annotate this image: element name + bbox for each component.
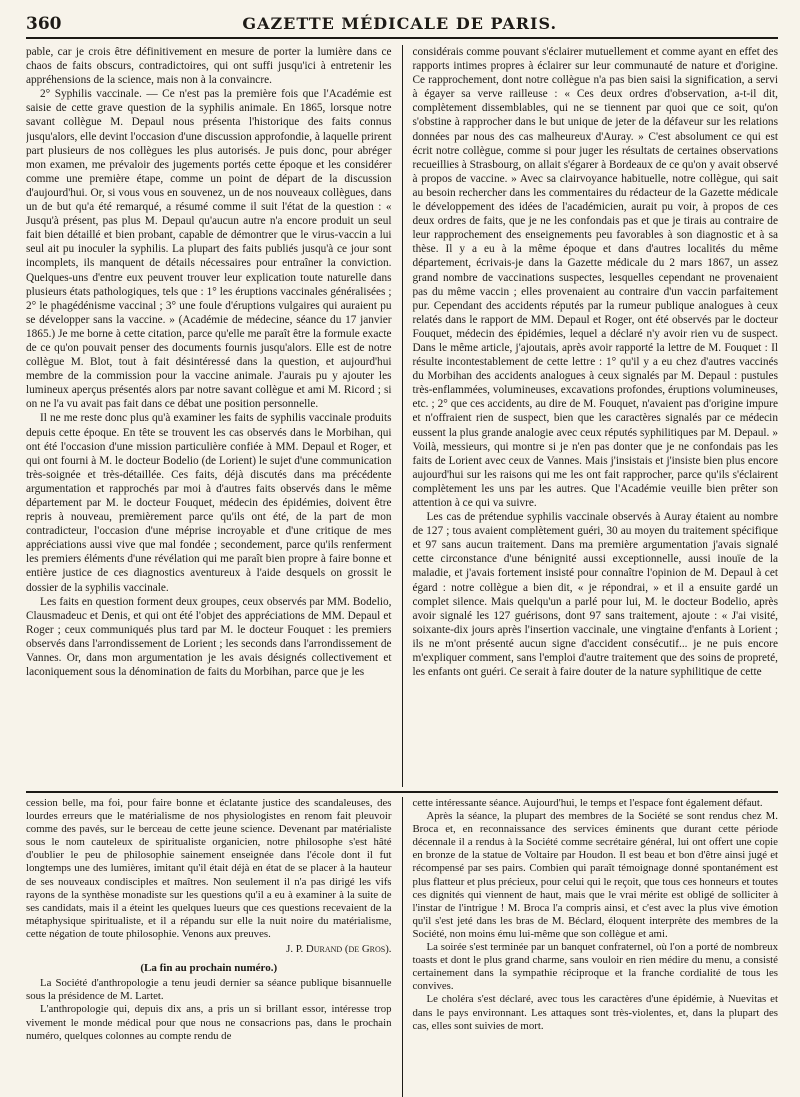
journal-title: GAZETTE MÉDICALE DE PARIS. xyxy=(242,14,558,33)
paragraph: 2° Syphilis vaccinale. — Ce n'est pas la première fois que l'Académie est saisie de cette grave question de la syphilis animale. En 1865, lorsque notre savant collègue M. Depaul nous présenta l'historique des faits connus jusqu'alors, elle devint l'occasion d'une discussion approfondie, à laquelle prirent part plusieurs de nos collègues les plus autorisés. Je puis donc, pour abréger mon examen, me prévaloir des jugements portés cette époque et les considérer comme une première étape, comme un point de départ de la discussion d'aujourd'hui. Or, si vous vous en souvenez, un de nos nouveaux collègues, dans un de but qu'a été remarqué, a résumé comme il suit l'état de la question : « Jusqu'à présent, pas plus M. Depaul qu'aucun autre n'a encore produit un seul fait bien détaillé et bien probant, capable de démontrer que le virus-vaccin a lui seul ait pu inoculer la syphilis. La plupart des faits publiés jusqu'à ce jour sont incomplets, ils manquent de détails nécessaires pour entraîner la conviction. Quelques-uns d'entre eux peuvent trouver leur explication toute naturelle dans plusieurs états pathologiques, tels que : 1° les éruptions vaccinales généralisées ; 2° le phagédénisme vaccinal ; 3° une foule d'éruptions vulgaires qui auraient pu se développer sans la vaccine. » (Académie de médecine, séance du 17 janvier 1865.) Je me borne à cette citation, parce qu'elle me paraît être la formule exacte de ce qu'on pouvait penser des documents fournis jusqu'alors. Elle est de notre collègue M. Blot, tout à fait désintéressé dans la question, et aujourd'hui membre de la commission pour la vaccine animale. J'aurais pu y ajouter les lumineux aperçus présentés alors par notre savant collègue et ami M. Ricord ; si on ne l'a vu avait pas fait dans ce débat une position personnelle. xyxy=(26,88,392,411)
paragraph: Les cas de prétendue syphilis vaccinale observés à Auray étaient au nombre de 127 ; tous avaient complètement guéri, 30 au moyen du traitement spécifique et 97 sans aucun traitement. Dans ma première argumentation j'avais signalé cette circonstance d'une bénignité aussi exceptionnelle, aussi inouïe de la maladie, et j'avais fortement insisté pour connaître l'opinion de M. Depaul à cet égard : notre collègue a bien dit, « je répondrai, » et il a ensuite gardé un complet silence. Mais quelqu'un a parlé pour lui, M. le docteur Bodelio, après avoir signalé les 127 guérisons, dont 97 sans traitement, ajoute : « J'ai visité, soixante-dix jours après l'insertion vaccinale, une vingtaine d'enfants à Lorient ; ils ne m'ont présenté aucun signe d'accident consécutif... je ne puis encore m'expliquer comment, sans l'emploi d'autre traitement que des soins de propreté, les enfants ont guéri. Ce serait à faire douter de la nature syphilitique de cette xyxy=(412,511,778,679)
top-right-column xyxy=(412,45,778,787)
paragraph: pable, car je crois être définitivement en mesure de porter la lumière dans ce chaos de faits obscurs, contradictoires, qui ont suffi jusqu'ici à entretenir les appréhensions de la science, mais non à la convaincre. xyxy=(26,46,392,87)
bottom-columns xyxy=(26,797,778,1097)
page-header xyxy=(26,14,778,39)
bottom-right-column xyxy=(412,797,778,1097)
feuilleton-divider xyxy=(26,791,778,793)
page-number: 360 xyxy=(26,14,62,34)
top-left-column xyxy=(26,45,392,787)
bottom-left-column xyxy=(26,797,392,1097)
author-signature: J. P. Durand (de Gros). xyxy=(286,943,392,956)
paragraph: Après la séance, la plupart des membres de la Société se sont rendus chez M. Broca et, en reconnaissance des services éminents que durant cette période décennale il a rendus à la Société comme secrétaire général, lui ont offert une copie en bronze de la statue de Voltaire par Houdon. Il est beau et bon d'être ainsi jugé et récompensé par ses pairs. Combien qui paraît témoignage donné spontanément est plus flatteur et plus précieux, pour celui qui le reçoit, que tous ces honneurs et toutes ces dignités qui viennent de haut, mais que le vrai mérite est obligé de solliciter à l'instar de l'intrigue ! M. Broca l'a compris ainsi, et c'est avec la plus vive émotion qu'il s'est jeté dans les bras de M. Béclard, éloquent interprète des membres de la Société, non moins ému lui-même que son collègue et ami. xyxy=(412,810,778,940)
page-body xyxy=(26,45,778,1097)
top-columns xyxy=(26,45,778,787)
paragraph: Le choléra s'est déclaré, avec tous les caractères d'une épidémie, à Nuevitas et dans le pays environnant. Les attaques sont très-violentes, et, dans la plupart des cas, elles sont suivies de mort. xyxy=(412,993,778,1032)
paragraph: La Société d'anthropologie a tenu jeudi dernier sa séance publique bisannuelle sous la présidence de M. Lartet. xyxy=(26,977,392,1003)
paragraph: Il ne me reste donc plus qu'à examiner les faits de syphilis vaccinale produits depuis cette époque. En tête se trouvent les cas observés dans le Morbihan, qui ont été l'occasion d'une mission particulière confiée à MM. Depaul et Roger, et qui ont fourni à M. le docteur Bodelio (de Lorient) le sujet d'une communication très-soignée et très-détaillée. Ces faits, déjà discutés dans ma précédente argumentation et rapprochés par moi à d'autres faits observés dans le même département par M. le docteur Fouquet, médecin des épidémies, doivent être repris à nouveau, premièrement parce qu'ils ont été, de la part de mon contradicteur, l'occasion d'une méprise incroyable et d'une critique de mes appréciations aussi vive que mal fondée ; secondement, parce qu'ils renferment les premiers éléments d'une révélation qui me paraît bien propre à faire bonne et entière justice de ces diagnostics aventureux à l'aide desquels on grossit le dossier de la syphilis vaccinale. xyxy=(26,412,392,594)
column-rule xyxy=(402,797,403,1097)
paragraph: considérais comme pouvant s'éclairer mutuellement et comme ayant en effet des rapports intimes propres à éclairer sur leur communauté de nature et d'origine. Ce rapprochement, dont notre collègue n'a pas bien saisi la signification, a servi à égayer sa verve railleuse : « Ces deux ordres d'observation, a-t-il dit, complètement dissemblables, qui ne se tiennent par quoi que ce soit, qu'on s'obstine à rapprocher dans le but unique de jeter de la défaveur sur les relations données par nous des cas malheureux d'Auray. » C'est absolument ce qui est écrit notre collègue, comme si pour juger les résultats de certaines observations recueillies à Strasbourg, on allait s'égarer à Bordeaux de ce qu'on y avait observé à propos de vaccine. » Avec sa clairvoyance habituelle, notre collègue, qui sait au besoin rechercher dans les commentaires du rédacteur de la Gazette médicale le développement des idées de l'académicien, aurait pu voir, à propos de ces deux ordres de faits, que je ne les confondais pas et que je tirais au contraire de leur rapprochement des enseignements peu favorables à son diagnostic et à sa thèse. Il y a eu à la même époque et dans d'autres localités du même département, écrivais-je dans la Gazette médicale du 2 mars 1867, un assez grand nombre de vaccinations suspectes, lesquelles cependant ne provenaient pas du même vaccin ; elles provenaient au contraire d'un vaccin parfaitement pur. Cependant des accidents réputés par la rumeur publique analogues à ceux relatés dans le rapport de MM. Depaul et Roger, ont été observés par le docteur Fouquet, médecin des épidémies, lequel a déclaré n'y avoir rien vu de suspect. Dans le même article, j'ajoutais, après avoir rapporté la lettre de M. Fouquet : Il résulte incontestablement de cette lettre : 1° qu'il y a eu chez d'autres vaccinés du Morbihan des accidents analogues à ceux signalés par M. Depaul : pustules très-enflammées, volumineuses, excavations profondes, éruptions volumineuses, etc. ; 2° que ces accidents, au dire de M. Fouquet, n'avaient pas d'origine impure et n'offraient rien de suspect, bien que les caractères signalés par ce médecin eussent la plus grande analogie avec ceux réputés syphilitiques par M. Depaul. » Voilà, messieurs, qui montre si je n'en pas donter que je ne confondais pas les faits de Lorient avec ceux de Vannes. Mais j'insistais et j'insiste bien plus encore aujourd'hui sur les raisons qui me les ont fait rapprocher, parce qu'ils s'éclairent complètement les uns par les autres. Que l'Académie veuille bien prêter son attention à ce qui va suivre. xyxy=(412,46,778,509)
paragraph: cession belle, ma foi, pour faire bonne et éclatante justice des scandaleuses, des lourdes erreurs que le matérialisme de nos physiologistes en renom fait pleuvoir comme des pavés, sur le berceau de cette jeune science. Devenant par matérialiste sous le nom cauteleux de spiritualiste organicien, notre philosophe s'est hâté d'oublier le peu de philosophie sainement enseignée dans l'école dont il fut longtemps une des lumières, imitant qu'il était déjà en état de se placer à la hauteur de ses nouveaux condisciples et maîtres. Non seulement il n'a pas dirigé les vifs rayons de la synthèse monadiste sur les questions qu'il a eu à examiner à la suite de ses candidats, mais il a éteint les quelques lueurs que ces questions recevaient de la métaphysique spiritualiste, et il a répandu sur elle la nuit noire du matérialisme, cette négation de toute philosophie. Venons aux preuves. xyxy=(26,797,392,940)
paragraph: cette intéressante séance. Aujourd'hui, le temps et l'espace font également défaut. xyxy=(412,797,763,809)
column-rule xyxy=(402,45,403,787)
paragraph: Les faits en question forment deux groupes, ceux observés par MM. Bodelio, Clausmadeuc et Denis, et qui ont été l'objet des appréciations de MM. Depaul et Roger ; ceux communiqués plus tard par M. le docteur Fouquet : les premiers observés dans l'arrondissement de Lorient ; les seconds dans l'arrondissement de Vannes. Or, dans mon argumentation je les avais désignés collectivement et laconiquement sous la dénomination de faits du Morbihan, parce que je les xyxy=(26,595,392,679)
paragraph: L'anthropologie qui, depuis dix ans, a pris un si brillant essor, intéresse trop vivement le monde médical pour que nous ne consacrions pas, dans le prochain numéro, quelques colonnes au compte rendu de xyxy=(26,1003,392,1042)
paragraph: La soirée s'est terminée par un banquet confraternel, où l'on a porté de nombreux toasts et dont le plus grand charme, sans vouloir en rien médire du menu, a consisté certainement dans la sympathie réciproque et la franche cordialité de tous les convives. xyxy=(412,941,778,993)
continued-note: (La fin au prochain numéro.) xyxy=(140,962,278,975)
